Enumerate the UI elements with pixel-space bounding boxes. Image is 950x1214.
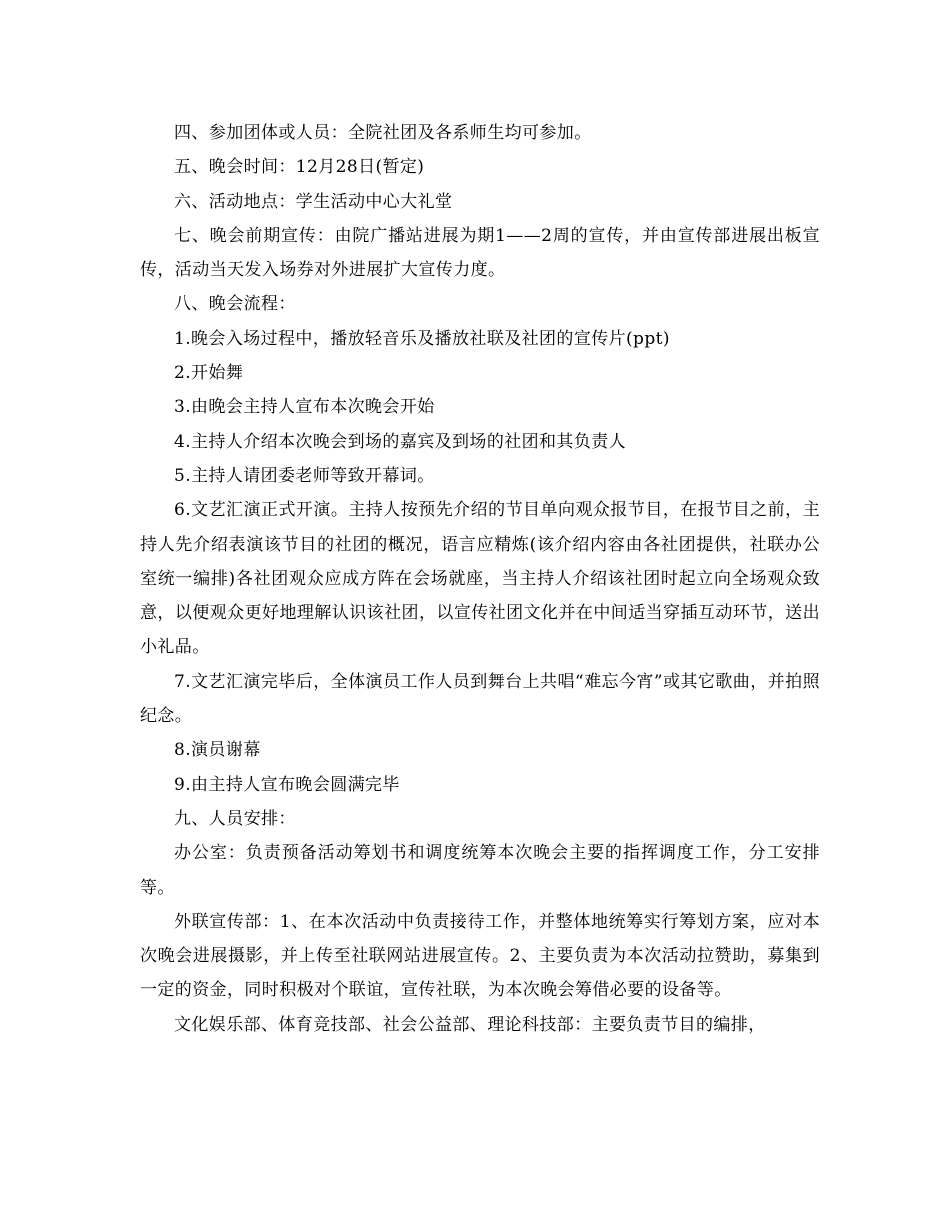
- paragraph-staffing-heading: 九、人员安排：: [174, 808, 296, 829]
- paragraph-step-5: 5.主持人请团委老师等致开幕词。: [174, 465, 435, 486]
- document-body: [140, 116, 820, 1042]
- paragraph-step-1: 1.晚会入场过程中，播放轻音乐及播放社联及社团的宣传片(ppt): [174, 328, 670, 349]
- paragraph-participants: 四、参加团体或人员：全院社团及各系师生均可参加。: [174, 123, 592, 143]
- paragraph-step-7: 7.文艺汇演完毕后，全体演员工作人员到舞台上共唱“难忘今宵”或其它歌曲，并拍照纪念。: [140, 671, 820, 727]
- paragraph-step-8: 8.演员谢幕: [174, 740, 261, 761]
- paragraph-party-time: 五、晚会时间：12月28日(暂定): [174, 157, 425, 178]
- paragraph-step-9: 9.由主持人宣布晚会圆满完毕: [174, 774, 400, 795]
- paragraph-venue: 六、活动地点：学生活动中心大礼堂: [174, 191, 453, 212]
- paragraph-office: 办公室：负责预备活动筹划书和调度统筹本次晚会主要的指挥调度工作，分工安排等。: [140, 843, 820, 898]
- paragraph-outreach-publicity: 外联宣传部：1、在本次活动中负责接待工作，并整体地统筹实行筹划方案，应对本次晚会进展摄影，并上传至社联网站进展宣传。2、主要负责为本次活动拉赞助，募集到一定的资金，同时积极对个联谊，宣传社联，为本次晚会筹借必要的设备等。: [140, 911, 820, 1001]
- paragraph-step-4: 4.主持人介绍本次晚会到场的嘉宾及到场的社团和其负责人: [174, 431, 627, 452]
- paragraph-step-3: 3.由晚会主持人宣布本次晚会开始: [174, 397, 435, 418]
- paragraph-publicity: 七、晚会前期宣传：由院广播站进展为期1——2周的宣传，并由宣传部进展出板宣传，活动当天发入场券对外进展扩大宣传力度。: [140, 225, 820, 281]
- paragraph-step-2: 2.开始舞: [174, 363, 244, 384]
- paragraph-process-heading: 八、晚会流程：: [174, 294, 296, 315]
- paragraph-departments: 文化娱乐部、体育竞技部、社会公益部、理论科技部：主要负责节目的编排，: [174, 1014, 766, 1035]
- paragraph-step-6: 6.文艺汇演正式开演。主持人按预先介绍的节目单向观众报节目，在报节目之前，主持人先介绍表演该节目的社团的概况，语言应精炼(该介绍内容由各社团提供，社联办公室统一编排)各社团观众应成方阵在会场就座，当主持人介绍该社团时起立向全场观众致意，以便观众更好地理解认识该社团，以宣传社团文化并在中间适当穿插互动环节，送出小礼品。: [140, 500, 820, 658]
